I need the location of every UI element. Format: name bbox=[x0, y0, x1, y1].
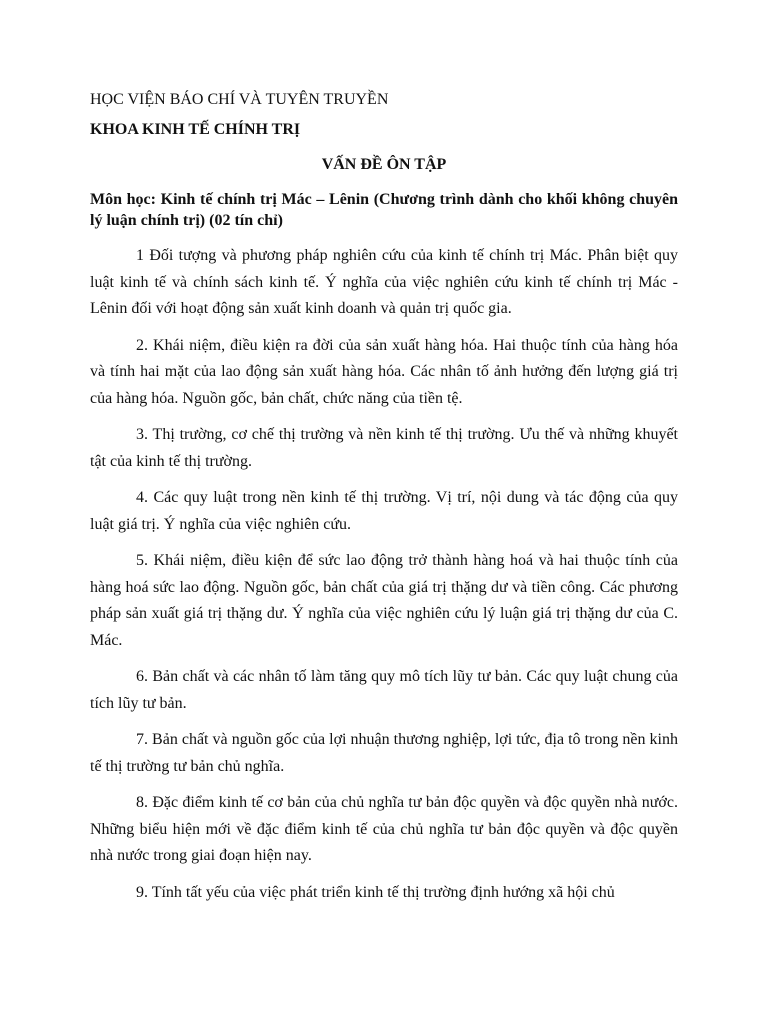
question-item: 3. Thị trường, cơ chế thị trường và nền kinh tế thị trường. Ưu thế và những khuyết tật của kinh tế thị trường. bbox=[90, 426, 678, 470]
document-title: VẤN ĐỀ ÔN TẬP bbox=[321, 156, 447, 173]
faculty-name: KHOA KINH TẾ CHÍNH TRỊ bbox=[90, 121, 301, 138]
question-item: 4. Các quy luật trong nền kinh tế thị trường. Vị trí, nội dung và tác động của quy luật giá trị. Ý nghĩa của việc nghiên cứu. bbox=[90, 489, 678, 533]
document-page bbox=[90, 90, 678, 916]
question-item: 1 Đối tượng và phương pháp nghiên cứu của kinh tế chính trị Mác. Phân biệt quy luật kinh tế và chính sách kinh tế. Ý nghĩa của việc nghiên cứu kinh tế chính trị Mác - Lênin đối với hoạt động sản xuất kinh doanh và quản trị quốc gia. bbox=[90, 247, 678, 317]
question-item: 6. Bản chất và các nhân tố làm tăng quy mô tích lũy tư bản. Các quy luật chung của tích lũy tư bản. bbox=[90, 668, 678, 712]
institute-name: HỌC VIỆN BÁO CHÍ VÀ TUYÊN TRUYỀN bbox=[90, 91, 389, 108]
question-item: 5. Khái niệm, điều kiện để sức lao động trở thành hàng hoá và hai thuộc tính của hàng hoá sức lao động. Nguồn gốc, bản chất của giá trị thặng dư và tiền công. Các phương pháp sản xuất giá trị thặng dư. Ý nghĩa của việc nghiên cứu lý luận giá trị thặng dư của C. Mác. bbox=[90, 552, 678, 649]
question-item: 9. Tính tất yếu của việc phát triển kinh tế thị trường định hướng xã hội chủ bbox=[136, 883, 615, 901]
question-item: 7. Bản chất và nguồn gốc của lợi nhuận thương nghiệp, lợi tức, địa tô trong nền kinh tế thị trường tư bản chủ nghĩa. bbox=[90, 731, 678, 775]
subject-line: Môn học: Kinh tế chính trị Mác – Lênin (Chương trình dành cho khối không chuyên lý luận chính trị) (02 tín chỉ) bbox=[90, 191, 678, 229]
question-item: 8. Đặc điểm kinh tế cơ bản của chủ nghĩa tư bản độc quyền và độc quyền nhà nước. Những biểu hiện mới về đặc điểm kinh tế của chủ nghĩa tư bản độc quyền và độc quyền nhà nước trong giai đoạn hiện nay. bbox=[90, 794, 678, 864]
question-list bbox=[90, 243, 678, 906]
question-item: 2. Khái niệm, điều kiện ra đời của sản xuất hàng hóa. Hai thuộc tính của hàng hóa và tính hai mặt của lao động sản xuất hàng hóa. Các nhân tố ảnh hưởng đến lượng giá trị của hàng hóa. Nguồn gốc, bản chất, chức năng của tiền tệ. bbox=[90, 336, 678, 407]
